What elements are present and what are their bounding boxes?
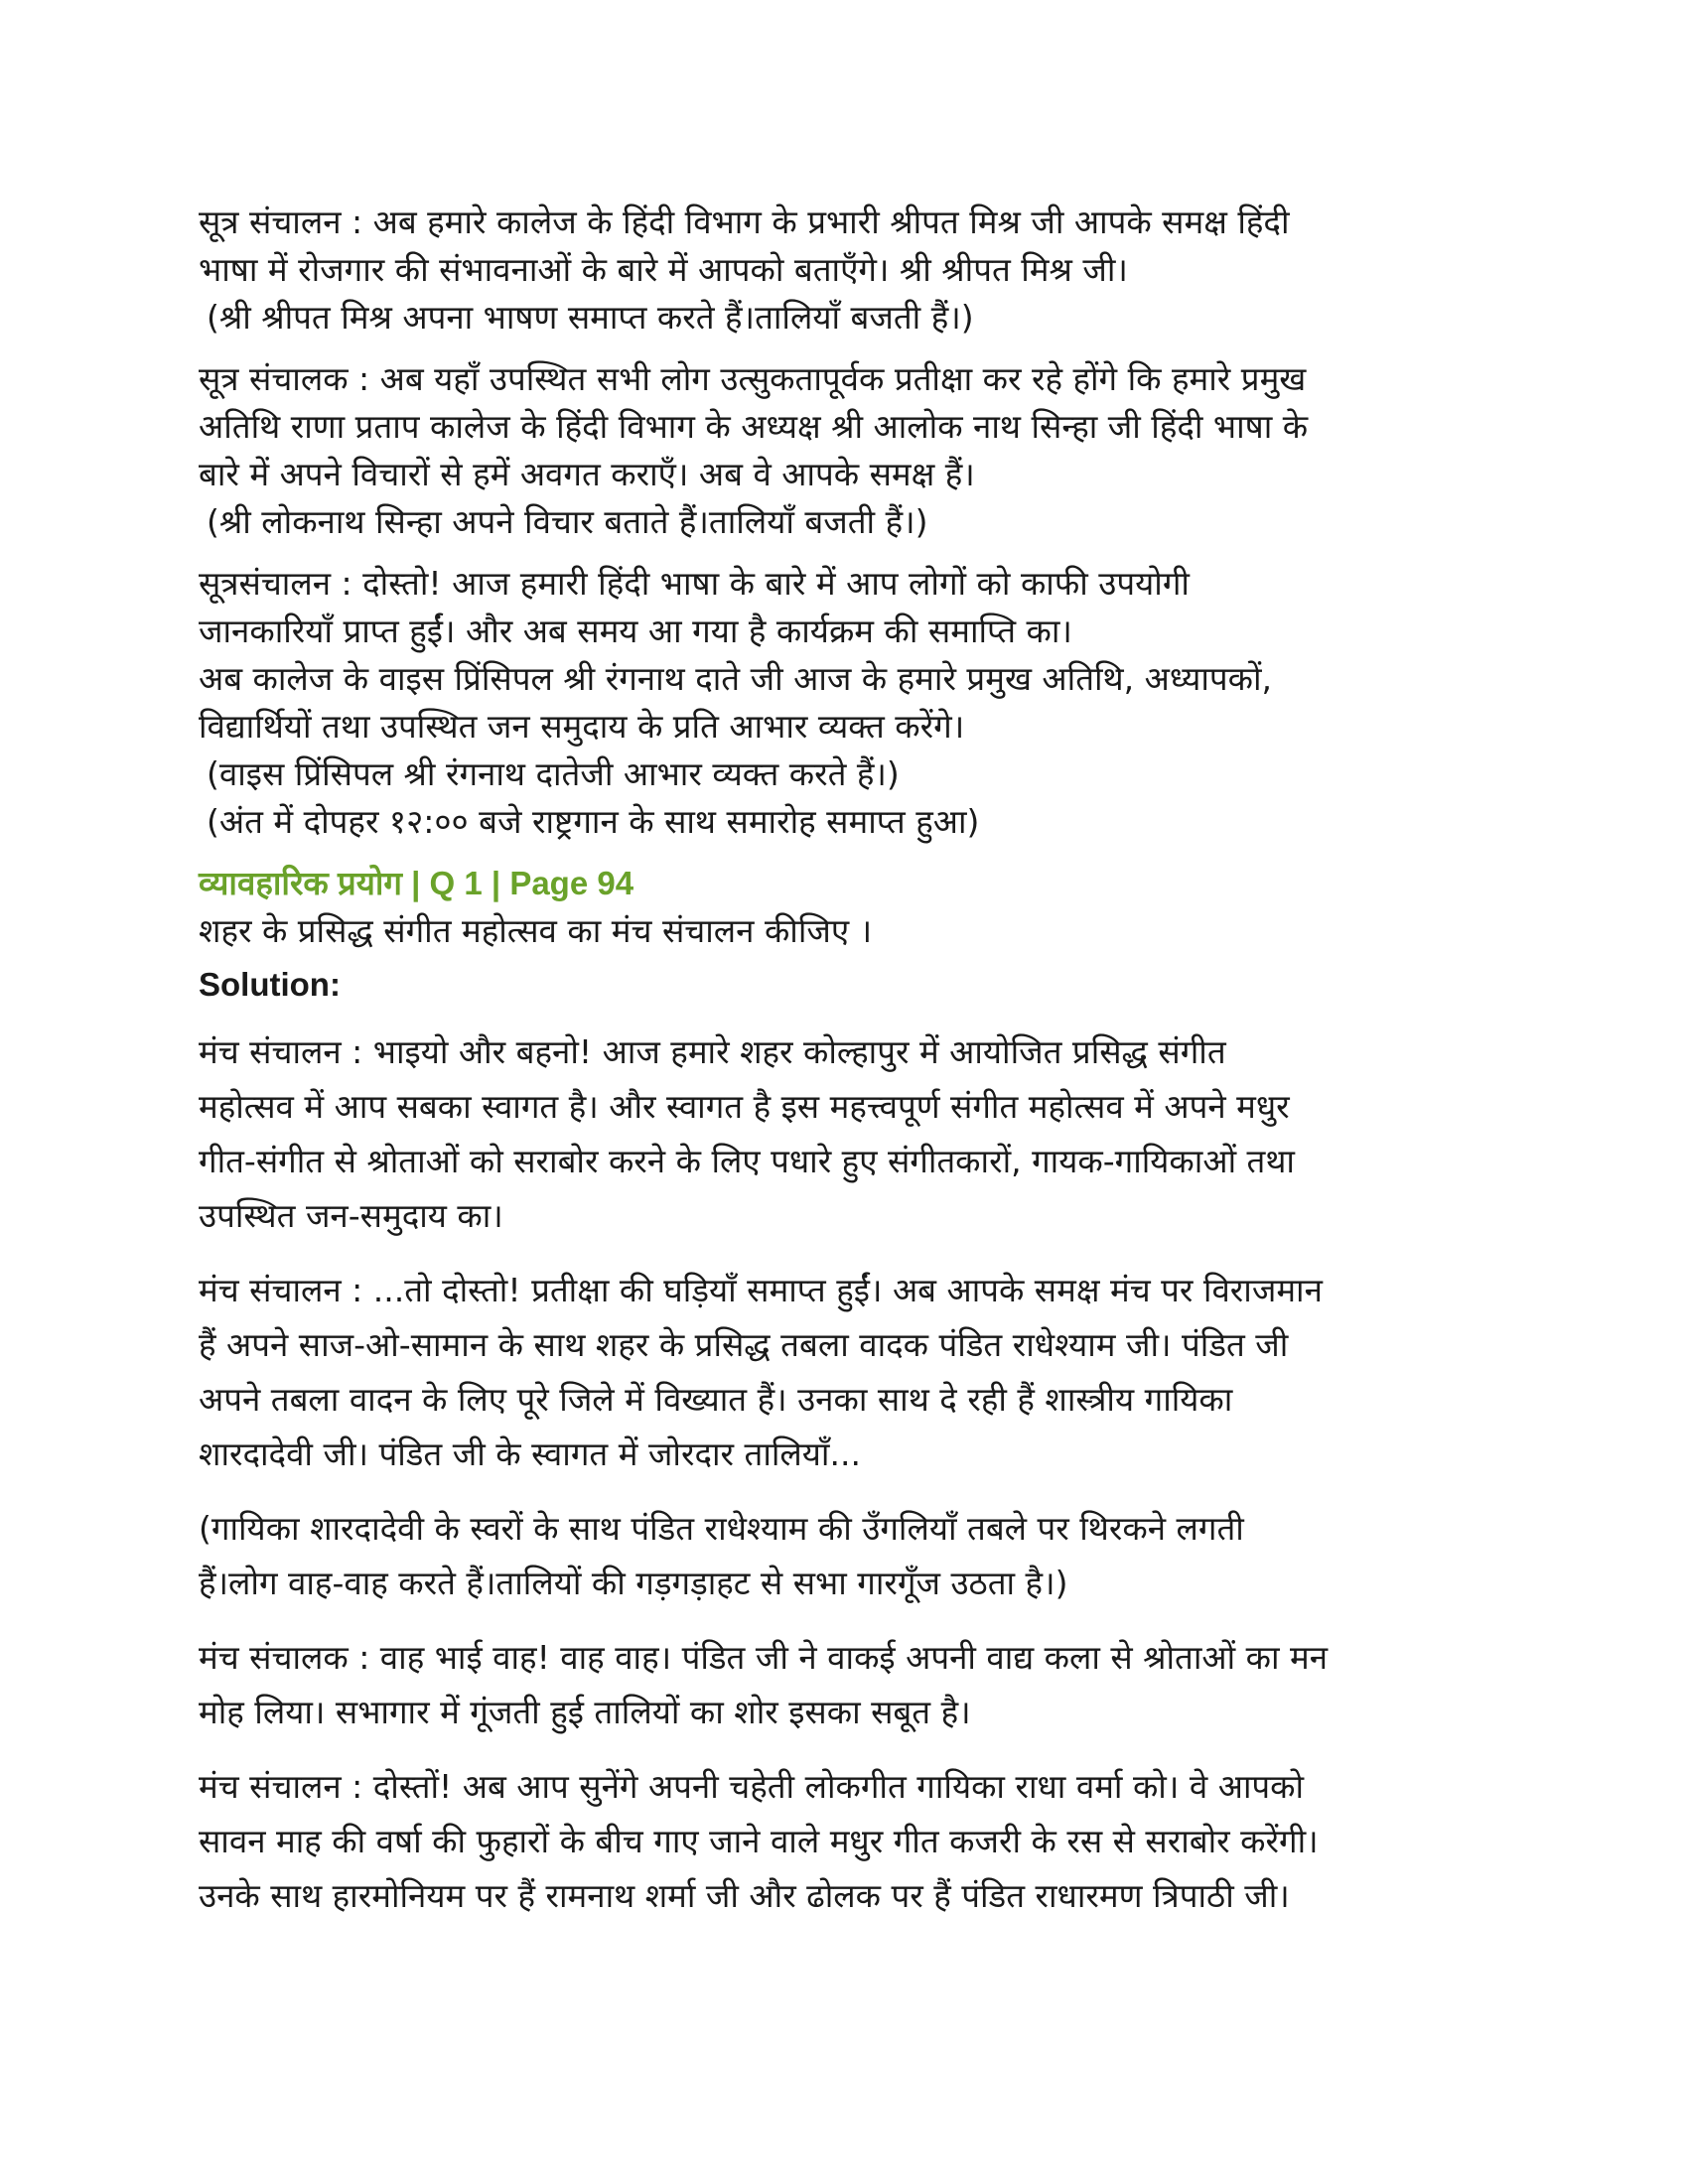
paragraph-applause [199, 1630, 1499, 1739]
question-text: शहर के प्रसिद्ध संगीत महोत्सव का मंच संचालन कीजिए । [199, 911, 873, 950]
solution-body [199, 1024, 1499, 1923]
text-line: सावन माह की वर्षा की फुहारों के बीच गाए जाने वाले मधुर गीत कजरी के रस से सराबोर करेंगी। [199, 1822, 1319, 1860]
text-line: सूत्र संचालन : अब हमारे कालेज के हिंदी विभाग के प्रभारी श्रीपत मिश्र जी आपके समक्ष हिंदी [199, 203, 1290, 241]
text-line: मोह लिया। सभागार में गूंजती हुई तालियों का शोर इसका सबूत है। [199, 1693, 971, 1731]
text-line: बारे में अपने विचारों से हमें अवगत कराएँ। अब वे आपके समक्ष हैं। [199, 455, 975, 493]
text-line: उनके साथ हारमोनियम पर हैं रामनाथ शर्मा जी और ढोलक पर हैं पंडित राधारमण त्रिपाठी जी। [199, 1876, 1290, 1915]
text-line: भाषा में रोजगार की संभावनाओं के बारे में आपको बताएँगे। श्री श्रीपत मिश्र जी। [199, 250, 1128, 289]
text-line: मंच संचालन : दोस्तों! अब आप सुनेंगे अपनी चहेती लोकगीत गायिका राधा वर्मा को। वे आपको [199, 1767, 1305, 1806]
paragraph-closing [199, 560, 1499, 846]
stage-direction: (अंत में दोपहर १२:०० बजे राष्ट्रगान के साथ समारोह समाप्त हुआ) [207, 802, 980, 841]
text-line: हैं अपने साज-ओ-सामान के साथ शहर के प्रसिद्ध तबला वादक पंडित राधेश्याम जी। पंडित जी [199, 1325, 1289, 1364]
text-line: गीत-संगीत से श्रोताओं को सराबोर करने के लिए पधारे हुए संगीतकारों, गायक-गायिकाओं तथा [199, 1142, 1295, 1180]
stage-direction: (श्री श्रीपत मिश्र अपना भाषण समाप्त करते हैं।तालियाँ बजती हैं।) [207, 298, 974, 337]
text-line: जानकारियाँ प्राप्त हुईं। और अब समय आ गया है कार्यक्रम की समाप्ति का। [199, 612, 1072, 650]
text-line: अपने तबला वादन के लिए पूरे जिले में विख्यात हैं। उनका साथ दे रही हैं शास्त्रीय गायिका [199, 1380, 1233, 1419]
stage-direction: (वाइस प्रिंसिपल श्री रंगनाथ दातेजी आभार व्यक्त करते हैं।) [207, 754, 900, 793]
text-line: अतिथि राणा प्रताप कालेज के हिंदी विभाग के अध्यक्ष श्री आलोक नाथ सिन्हा जी हिंदी भाषा के [199, 407, 1309, 446]
text-line: महोत्सव में आप सबका स्वागत है। और स्वागत है इस महत्त्वपूर्ण संगीत महोत्सव में अपने मधुर [199, 1087, 1290, 1126]
text-line: शारदादेवी जी। पंडित जी के स्वागत में जोरदार तालियाँ... [199, 1434, 861, 1473]
paragraph-shripat-mishra [199, 199, 1499, 341]
text-line: मंच संचालन : ...तो दोस्तो! प्रतीक्षा की घड़ियाँ समाप्त हुईं। अब आपके समक्ष मंच पर विराजमान [199, 1271, 1323, 1309]
solution-label: Solution: [199, 966, 341, 1003]
paragraph-kajri [199, 1759, 1499, 1923]
text-line: उपस्थित जन-समुदाय का। [199, 1196, 503, 1235]
question-heading: व्यावहारिक प्रयोग | Q 1 | Page 94 [199, 865, 634, 901]
text-line: सूत्रसंचालन : दोस्तो! आज हमारी हिंदी भाषा के बारे में आप लोगों को काफी उपयोगी [199, 564, 1190, 603]
text-line: मंच संचालक : वाह भाई वाह! वाह वाह। पंडित जी ने वाकई अपनी वाद्य कला से श्रोताओं का मन [199, 1638, 1329, 1677]
paragraph-tabla-intro [199, 1263, 1499, 1481]
text-line: (गायिका शारदादेवी के स्वरों के साथ पंडित राधेश्याम की उँगलियाँ तबले पर थिरकने लगती [199, 1509, 1244, 1548]
text-line: मंच संचालन : भाइयो और बहनो! आज हमारे शहर कोल्हापुर में आयोजित प्रसिद्ध संगीत [199, 1032, 1226, 1071]
paragraph-stage-direction [199, 1501, 1499, 1610]
paragraph-alok-nath-sinha [199, 355, 1499, 546]
paragraph-welcome [199, 1024, 1499, 1243]
document-page [199, 199, 1499, 1943]
text-line: हैं।लोग वाह-वाह करते हैं।तालियों की गड़गड़ाहट से सभा गारगूँज उठता है।) [199, 1564, 1068, 1602]
text-line: सूत्र संचालक : अब यहाँ उपस्थित सभी लोग उत्सुकतापूर्वक प्रतीक्षा कर रहे होंगे कि हमारे प्रमुख [199, 359, 1307, 398]
stage-direction: (श्री लोकनाथ सिन्हा अपने विचार बताते हैं।तालियाँ बजती हैं।) [207, 502, 928, 541]
text-line: विद्यार्थियों तथा उपस्थित जन समुदाय के प्रति आभार व्यक्त करेंगे। [199, 707, 965, 746]
text-line: अब कालेज के वाइस प्रिंसिपल श्री रंगनाथ दाते जी आज के हमारे प्रमुख अतिथि, अध्यापकों, [199, 659, 1273, 698]
